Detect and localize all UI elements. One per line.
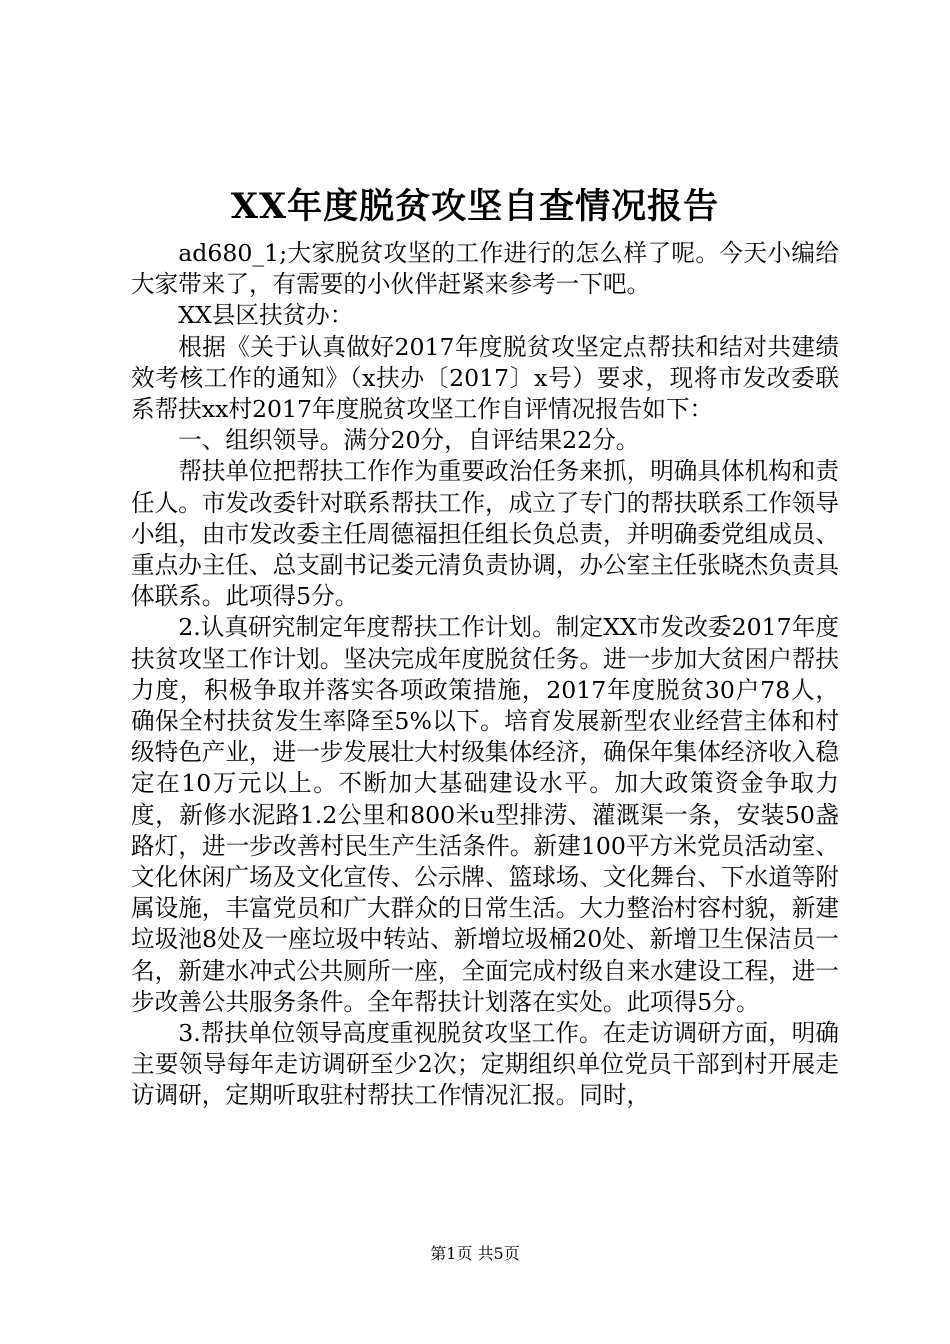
paragraph-attention: 3.帮扶单位领导高度重视脱贫攻坚工作。在走访调研方面，明确主要领导每年走访调研至少2次；定期组织单位党员干部到村开展走访调研，定期听取驻村帮扶工作情况汇报。同时， xyxy=(131,1019,839,1110)
page-footer: 第1页 共5页 xyxy=(430,1244,520,1263)
paragraph-plan: 2.认真研究制定年度帮扶工作计划。制定XX市发改委2017年度扶贫攻坚工作计划。坚决完成年度脱贫任务。进一步加大贫困户帮扶力度，积极争取并落实各项政策措施，2017年度脱贫30户78人，确保全村扶贫发生率降至5%以下。培育发展新型农业经营主体和村级特色产业，进一步发展壮大村级集体经济，确保年集体经济收入稳定在10万元以上。不断加大基础建设水平。加大政策资金争取力度，新修水泥路1.2公里和800米u型排涝、灌溉渠一条，安装50盏路灯，进一步改善村民生产生活条件。新建100平方米党员活动室、文化休闲广场及文化宣传、公示牌、篮球场、文化舞台、下水道等附属设施，丰富党员和广大群众的日常生活。大力整治村容村貌，新建垃圾池8处及一座垃圾中转站、新增垃圾桶20处、新增卫生保洁员一名，新建水冲式公共厕所一座，全面完成村级自来水建设工程，进一步改善公共服务条件。全年帮扶计划落在实处。此项得5分。 xyxy=(131,613,839,1016)
paragraph-intro: ad680_1;大家脱贫攻坚的工作进行的怎么样了呢。今天小编给大家带来了，有需要的小伙伴赶紧来参考一下吧。 xyxy=(131,239,839,299)
paragraph-section-heading: 一、组织领导。满分20分，自评结果22分。 xyxy=(178,426,640,455)
paragraph-salutation: XX县区扶贫办： xyxy=(178,301,354,330)
document-body xyxy=(131,238,839,1112)
document-title: XX年度脱贫攻坚自查情况报告 xyxy=(230,186,720,227)
paragraph-basis: 根据《关于认真做好2017年度脱贫攻坚定点帮扶和结对共建绩效考核工作的通知》（x扶办〔2017〕x号）要求，现将市发改委联系帮扶xx村2017年度脱贫攻坚工作自评情况报告如下： xyxy=(131,332,839,424)
paragraph-leadership: 帮扶单位把帮扶工作作为重要政治任务来抓，明确具体机构和责任人。市发改委针对联系帮扶工作，成立了专门的帮扶联系工作领导小组，由市发改委主任周德福担任组长负总责，并明确委党组成员、重点办主任、总支副书记娄元清负责协调，办公室主任张晓杰负责具体联系。此项得5分。 xyxy=(131,457,839,611)
